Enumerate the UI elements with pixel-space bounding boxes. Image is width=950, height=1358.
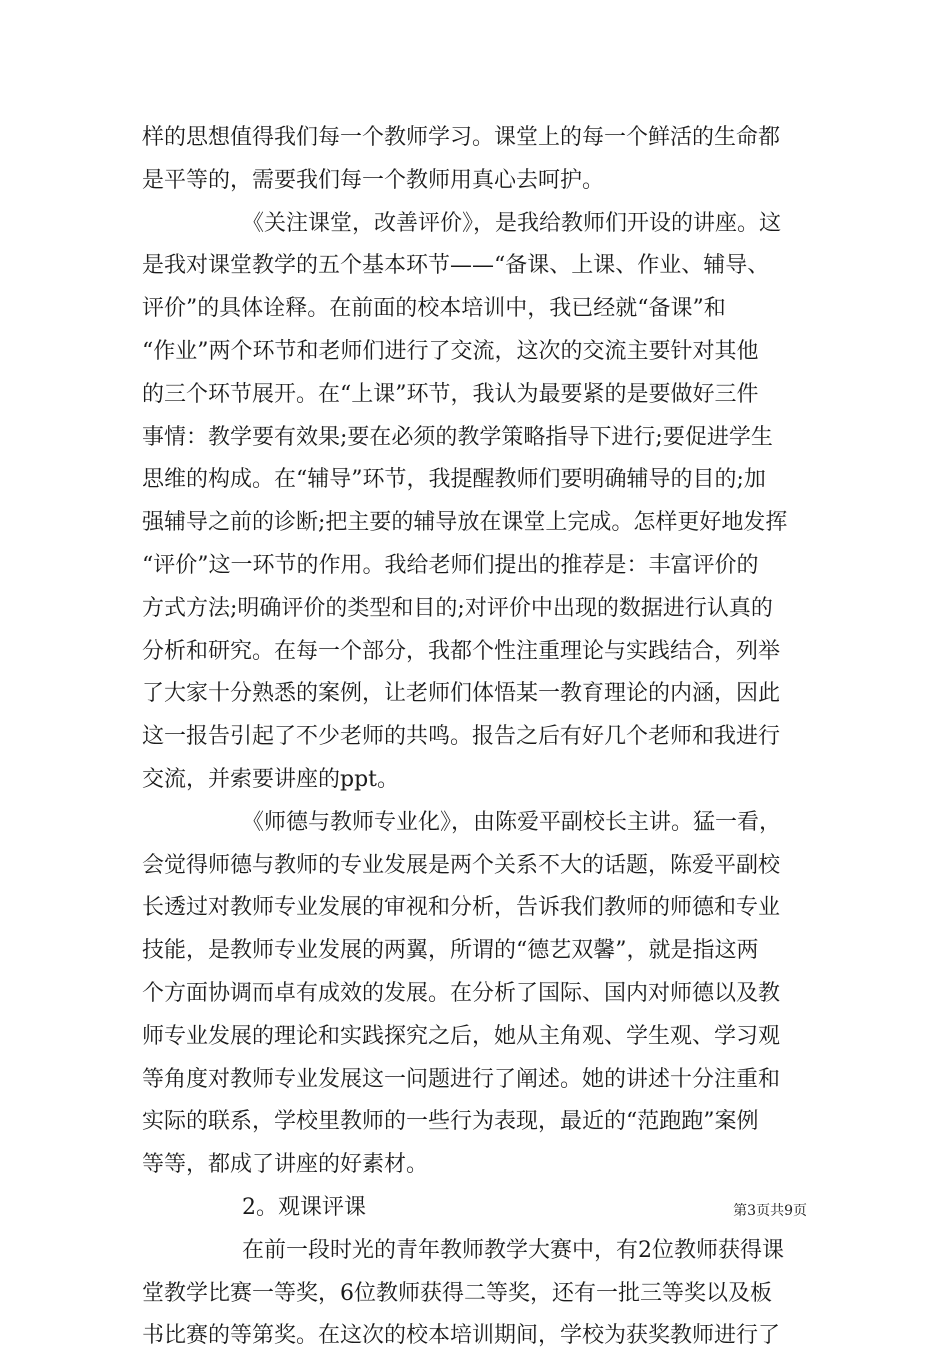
text-line: 是我对课堂教学的五个基本环节——“备课、上课、作业、辅导、 <box>142 253 770 279</box>
text-line: 书比赛的等第奖。在这次的校本培训期间，学校为获奖教师进行了 <box>142 1323 781 1349</box>
text-line: “评价”这一环节的作用。我给老师们提出的推荐是：丰富评价的 <box>142 552 759 578</box>
page-number: 第3页共9页 <box>733 1203 807 1219</box>
text-line: 分析和研究。在每一个部分，我都个性注重理论与实践结合，列举 <box>142 638 781 664</box>
text-line: 会觉得师德与教师的专业发展是两个关系不大的话题，陈爱平副校 <box>142 852 781 878</box>
text-line: 的三个环节展开。在“上课”环节，我认为最要紧的是要做好三件 <box>142 381 759 407</box>
text-line: 这一报告引起了不少老师的共鸣。报告之后有好几个老师和我进行 <box>142 724 781 750</box>
text-line: 堂教学比赛一等奖，6位教师获得二等奖，还有一批三等奖以及板 <box>142 1280 772 1306</box>
text-line: 个方面协调而卓有成效的发展。在分析了国际、国内对师德以及教 <box>142 980 781 1006</box>
text-line: 强辅导之前的诊断;把主要的辅导放在课堂上完成。怎样更好地发挥 <box>142 510 788 536</box>
text-line: 是平等的，需要我们每一个教师用真心去呵护。 <box>142 167 605 193</box>
text-line: 方式方法;明确评价的类型和目的;对评价中出现的数据进行认真的 <box>142 595 773 621</box>
text-line: 技能，是教师专业发展的两翼，所谓的“德艺双馨”，就是指这两 <box>142 938 759 964</box>
text-line: 等等，都成了讲座的好素材。 <box>142 1152 429 1178</box>
text-line: 样的思想值得我们每一个教师学习。课堂上的每一个鲜活的生命都 <box>142 125 781 150</box>
text-line: 交流，并索要讲座的ppt。 <box>142 766 400 792</box>
text-line: 长透过对教师专业发展的审视和分析，告诉我们教师的师德和专业 <box>142 895 781 921</box>
text-line: “作业”两个环节和老师们进行了交流，这次的交流主要针对其他 <box>142 338 759 364</box>
text-line: 评价”的具体诠释。在前面的校本培训中，我已经就“备课”和 <box>142 296 726 322</box>
text-line: 师专业发展的理论和实践探究之后，她从主角观、学生观、学习观 <box>142 1023 781 1049</box>
paragraph-start-line: 在前一段时光的青年教师教学大赛中，有2位教师获得课 <box>242 1237 784 1263</box>
section-heading: 2。观课评课 <box>242 1194 366 1220</box>
text-line: 事情：教学要有效果;要在必须的教学策略指导下进行;要促进学生 <box>142 424 773 450</box>
text-line: 等角度对教师专业发展这一问题进行了阐述。她的讲述十分注重和 <box>142 1066 781 1092</box>
paragraph-start-line: 《关注课堂，改善评价》，是我给教师们开设的讲座。这 <box>242 210 782 236</box>
paragraph-start-line: 《师德与教师专业化》，由陈爱平副校长主讲。猛一看， <box>242 809 782 835</box>
text-line: 了大家十分熟悉的案例，让老师们体悟某一教育理论的内涵，因此 <box>142 681 781 707</box>
text-line: 实际的联系，学校里教师的一些行为表现，最近的“范跑跑”案例 <box>142 1109 759 1135</box>
text-line: 思维的构成。在“辅导”环节，我提醒教师们要明确辅导的目的;加 <box>142 467 766 493</box>
document-body <box>142 117 810 1358</box>
